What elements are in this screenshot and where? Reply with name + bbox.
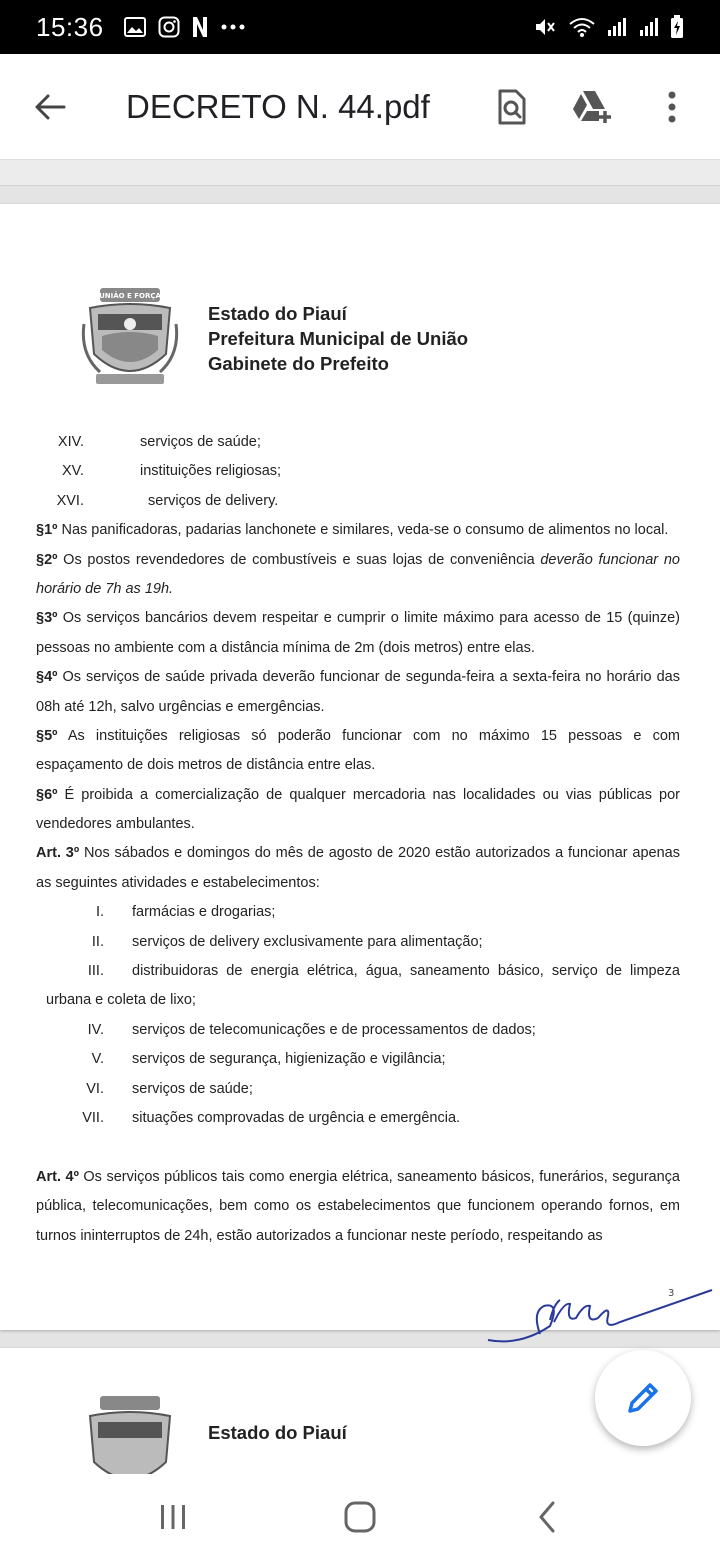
paragraph-line: pessoas no ambiente com a distância mínima de 2m (dois metros) entre elas. — [36, 639, 535, 656]
system-nav-bar — [0, 1474, 720, 1560]
letterhead — [80, 1392, 347, 1474]
more-dots-icon — [220, 23, 246, 31]
paragraph-line: §4º Os serviços de saúde privada deverão funcionar de segunda-feira a sexta-feira no horário das — [36, 669, 680, 686]
signal-2-icon — [638, 16, 660, 38]
more-options-icon — [667, 91, 677, 123]
find-in-document-button[interactable] — [486, 81, 538, 133]
list-item-continuation: urbana e coleta de lixo; — [46, 992, 196, 1009]
paragraph-line: vendedores ambulantes. — [36, 816, 195, 833]
edit-pencil-icon — [626, 1381, 660, 1415]
paragraph-line: espaçamento de dois metros de distância entre elas. — [36, 757, 376, 774]
paragraph-line: horário de 7h as 19h. — [36, 580, 174, 597]
list-number: II. — [91, 933, 104, 950]
document-title: DECRETO N. 44.pdf — [126, 87, 430, 125]
list-item: serviços de delivery. — [148, 492, 279, 509]
battery-icon — [670, 15, 684, 39]
page-number: 3 — [668, 1288, 675, 1299]
list-item: serviços de segurança, higienização e vigilância; — [132, 1051, 446, 1068]
paragraph-line: §5º As instituições religiosas só poderão funcionar com no máximo 15 pessoas e com — [36, 727, 680, 744]
letterhead-cabinet: Gabinete do Prefeito — [208, 352, 389, 374]
letterhead-state: Estado do Piauí — [208, 302, 347, 324]
back-button[interactable] — [0, 57, 100, 157]
paragraph-line: §6º É proibida a comercialização de qualquer mercadoria nas localidades ou vias públicas por — [36, 786, 680, 803]
more-options-button[interactable] — [646, 81, 698, 133]
back-nav-icon — [537, 1501, 557, 1533]
list-number: VI. — [86, 1080, 104, 1097]
home-button[interactable] — [320, 1482, 400, 1552]
paragraph-line: §3º Os serviços bancários devem respeitar e cumprir o limite máximo para acesso de 15 (quinze) — [36, 610, 680, 627]
back-nav-button[interactable] — [507, 1482, 587, 1552]
previous-page-edge — [0, 160, 720, 186]
list-item: serviços de delivery exclusivamente para alimentação; — [132, 933, 483, 950]
edit-fab-button[interactable] — [595, 1350, 691, 1446]
image-icon — [124, 17, 146, 37]
list-number: XVI. — [56, 492, 84, 509]
paragraph-line: 08h até 12h, salvo urgências e emergências. — [36, 698, 325, 715]
pdf-viewer[interactable] — [0, 160, 720, 1474]
list-number: VII. — [82, 1109, 104, 1126]
list-item: situações comprovadas de urgência e emergência. — [132, 1109, 461, 1126]
status-time: 15:36 — [36, 11, 104, 42]
wifi-icon — [568, 16, 596, 38]
document-body — [36, 428, 680, 1251]
paragraph-line: turnos ininterruptos de 24h, estão autorizados a funcionar neste período, respeitando as — [36, 1227, 603, 1244]
list-number: V. — [91, 1051, 104, 1068]
paragraph-line: pública, telecomunicações, bem como os estabelecimentos que funcionem operando fornos, em — [36, 1198, 680, 1215]
list-number: XIV. — [57, 434, 84, 450]
list-number: I. — [95, 904, 104, 921]
list-number: III. — [87, 963, 104, 980]
municipal-emblem-icon — [80, 284, 180, 392]
list-item: serviços de saúde; — [132, 1080, 253, 1097]
arrow-back-icon — [34, 93, 66, 121]
letterhead-prefecture: Prefeitura Municipal de União — [208, 327, 469, 349]
paragraph-line: Art. 3º Nos sábados e domingos do mês de agosto de 2020 estão autorizados a funcionar apenas — [36, 845, 680, 862]
pdf-page — [0, 204, 720, 1330]
emblem-motto: UNIÃO E FORÇA — [99, 292, 161, 300]
home-icon — [344, 1501, 376, 1533]
letterhead — [80, 284, 468, 392]
list-item: instituições religiosas; — [140, 463, 282, 480]
add-to-drive-button[interactable] — [566, 81, 618, 133]
list-number: XV. — [61, 463, 84, 480]
find-in-document-icon — [497, 89, 527, 125]
recent-apps-icon — [159, 1504, 187, 1530]
add-to-drive-icon — [571, 89, 613, 125]
signal-1-icon — [606, 16, 628, 38]
paragraph-line: as seguintes atividades e estabelecimentos: — [36, 874, 320, 891]
letterhead-state: Estado do Piauí — [208, 1422, 347, 1443]
recent-apps-button[interactable] — [133, 1482, 213, 1552]
status-bar — [0, 0, 720, 54]
list-item: serviços de saúde; — [140, 434, 261, 450]
paragraph-line: Art. 4º Os serviços públicos tais como energia elétrica, saneamento básicos, funerários, segurança — [36, 1168, 680, 1185]
list-item: serviços de telecomunicações e de processamentos de dados; — [132, 1021, 536, 1038]
paragraph-line: §1º Nas panificadoras, padarias lanchonete e similares, veda-se o consumo de alimentos no local. — [36, 522, 669, 539]
netflix-icon — [192, 16, 208, 38]
list-item: farmácias e drogarias; — [132, 904, 276, 921]
mute-icon — [534, 16, 558, 38]
paragraph-line: §2º Os postos revendedores de combustíveis e suas lojas de conveniência deverão funcionar no — [36, 551, 680, 568]
signature-icon — [480, 1282, 720, 1352]
app-bar — [0, 54, 720, 160]
list-item: distribuidoras de energia elétrica, água, saneamento básico, serviço de limpeza — [132, 963, 680, 980]
list-number: IV. — [87, 1021, 104, 1038]
municipal-emblem-icon — [80, 1392, 180, 1474]
instagram-icon — [158, 16, 180, 38]
